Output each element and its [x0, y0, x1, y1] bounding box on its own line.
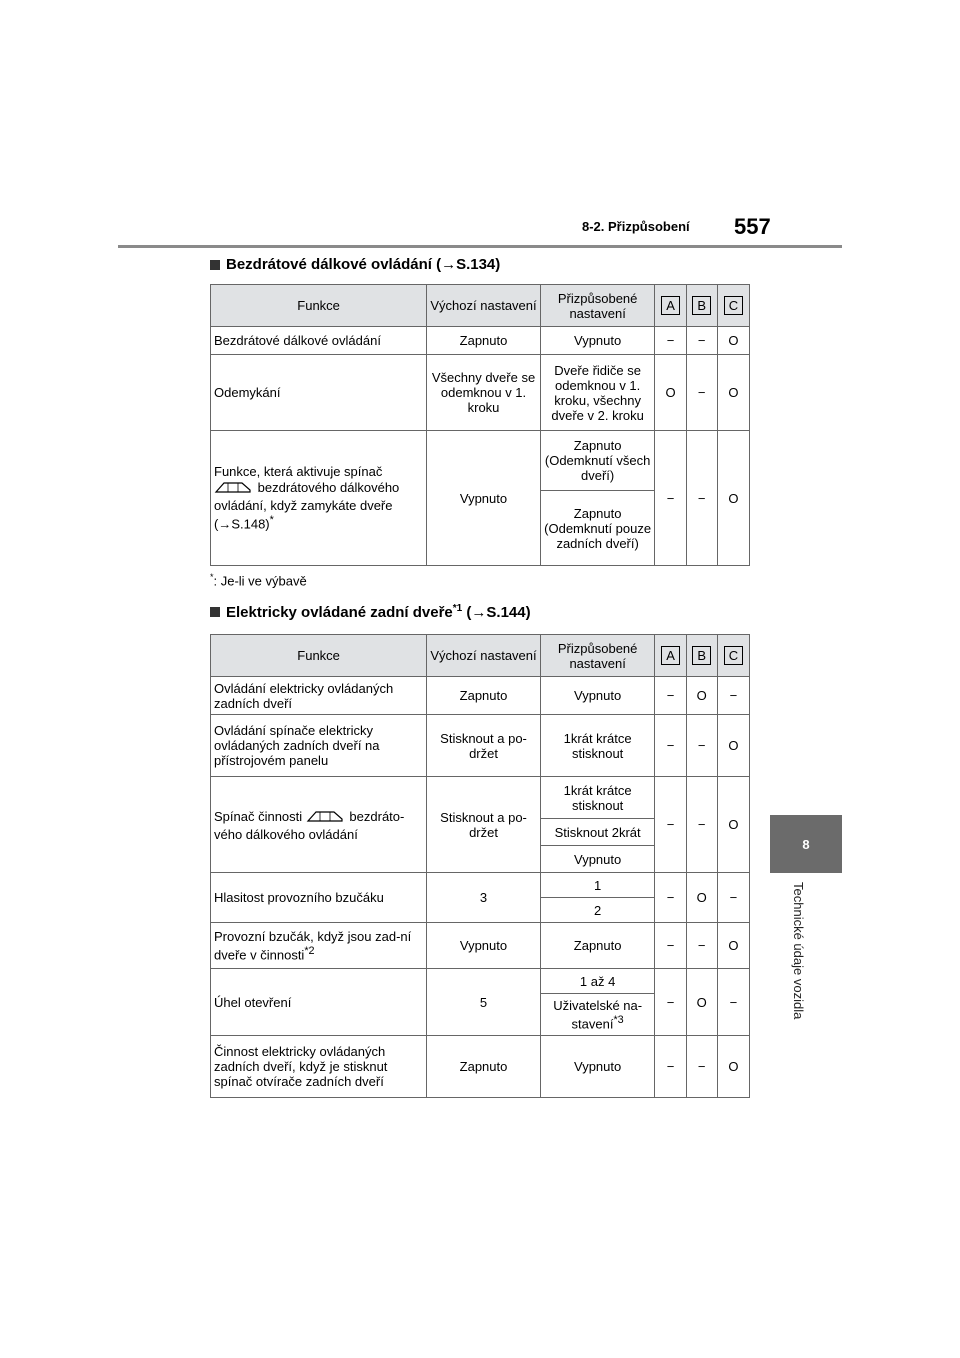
table-header-row	[211, 285, 750, 327]
cell-custom: 1krát krátce stisknout	[540, 715, 655, 777]
cell-a: −	[655, 873, 686, 923]
footnote-mark: *3	[613, 1013, 624, 1026]
cell-c: −	[717, 677, 749, 715]
letter-a-box: A	[661, 296, 680, 315]
cell-custom: Dveře řidiče se odemknou v 1. kroku, všechny dveře v 2. kroku	[540, 355, 655, 431]
cell-default: Stisknout a po-držet	[427, 715, 541, 777]
letter-b-box: B	[692, 646, 711, 665]
cell-c: O	[717, 327, 749, 355]
section1-table	[210, 284, 750, 566]
header-custom: Přizpůsobené nastavení	[540, 635, 655, 677]
cell-c: O	[717, 923, 749, 969]
table-row	[211, 873, 750, 898]
table-row	[211, 923, 750, 969]
cell-function: Úhel otevření	[211, 969, 427, 1036]
cell-a: −	[655, 969, 686, 1036]
header-function: Funkce	[211, 635, 427, 677]
section2-ref: (→S.144)	[466, 604, 531, 621]
table-row	[211, 355, 750, 431]
cell-b: −	[686, 715, 717, 777]
footnote-text: : Je-li ve výbavě	[213, 573, 307, 589]
cell-b: −	[686, 327, 717, 355]
cell-function: Ovládání elektricky ovládaných zadních dveří	[211, 677, 427, 715]
cell-b: −	[686, 1036, 717, 1098]
custom-text: Uživatelské na-stavení	[553, 997, 643, 1032]
cell-function: Činnost elektricky ovládaných zadních dveří, když je stisknut spínač otvírače zadních dveří	[211, 1036, 427, 1098]
section2-heading	[210, 603, 531, 621]
cell-custom: Zapnuto (Odemknutí všech dveří)	[540, 431, 655, 491]
func-text-b: bezdrátového dálkového ovládání, když zamykáte dveře	[214, 480, 400, 514]
header-a	[655, 635, 686, 677]
cell-function: Bezdrátové dálkové ovládání	[211, 327, 427, 355]
cell-a: −	[655, 777, 686, 873]
letter-c-box: C	[724, 646, 743, 665]
cell-default: Stisknout a po-držet	[427, 777, 541, 873]
header-default: Výchozí nastavení	[427, 635, 541, 677]
cell-custom: Stisknout 2krát	[540, 819, 655, 846]
cell-custom: Vypnuto	[540, 677, 655, 715]
black-square-icon	[210, 607, 220, 617]
cell-c: O	[717, 1036, 749, 1098]
cell-a: −	[655, 431, 686, 566]
header-b	[686, 285, 717, 327]
section2-title: Elektricky ovládané zadní dveře	[226, 604, 453, 621]
cell-custom: 1 až 4	[540, 969, 655, 994]
cell-function	[211, 777, 427, 873]
cell-a: −	[655, 1036, 686, 1098]
remote-key-icon	[214, 479, 254, 498]
table-row	[211, 327, 750, 355]
page-number: 557	[734, 214, 771, 239]
footnote-mark: *	[269, 514, 274, 527]
cell-function: Odemykání	[211, 355, 427, 431]
title-mark: *1	[452, 603, 463, 614]
section1-title: Bezdrátové dálkové ovládání (	[226, 256, 442, 273]
section1-heading	[210, 256, 500, 273]
cell-function	[211, 923, 427, 969]
table-row	[211, 969, 750, 994]
func-text: Provozní bzučák, když jsou zad-ní dveře v činnosti	[214, 928, 412, 963]
cell-c: O	[717, 431, 749, 566]
header-a	[655, 285, 686, 327]
footnote-mark: *2	[304, 944, 315, 957]
table-row	[211, 777, 750, 819]
cell-custom: Vypnuto	[540, 327, 655, 355]
table-row	[211, 677, 750, 715]
table-row	[211, 1036, 750, 1098]
cell-default: 3	[427, 873, 541, 923]
section-header: 8-2. Přizpůsobení	[582, 219, 690, 234]
cell-custom: Zapnuto (Odemknutí pouze zadních dveří)	[540, 491, 655, 566]
cell-b: O	[686, 677, 717, 715]
cell-c: −	[717, 969, 749, 1036]
cell-function: Ovládání spínače elektricky ovládaných zadních dveří na přístrojovém panelu	[211, 715, 427, 777]
cell-default: Zapnuto	[427, 327, 541, 355]
chapter-label: Technické údaje vozidla	[791, 882, 806, 1020]
header-b	[686, 635, 717, 677]
cell-default: 5	[427, 969, 541, 1036]
cell-a: −	[655, 923, 686, 969]
func-text-b: bezdráto-vého dálkového ovládání	[214, 808, 405, 842]
remote-key-icon	[306, 808, 346, 827]
cell-custom: Vypnuto	[540, 846, 655, 873]
table-row	[211, 431, 750, 491]
cell-c: O	[717, 777, 749, 873]
cell-custom: 2	[540, 898, 655, 923]
black-square-icon	[210, 260, 220, 270]
cell-c: O	[717, 715, 749, 777]
cell-function: Hlasitost provozního bzučáku	[211, 873, 427, 923]
cell-b: −	[686, 923, 717, 969]
func-text-c: (→S.148)	[214, 516, 270, 532]
header-c	[717, 635, 749, 677]
letter-c-box: C	[724, 296, 743, 315]
cell-b: −	[686, 431, 717, 566]
cell-b: O	[686, 873, 717, 923]
letter-a-box: A	[661, 646, 680, 665]
footnote	[210, 572, 307, 588]
cell-default: Vypnuto	[427, 923, 541, 969]
cell-custom: 1krát krátce stisknout	[540, 777, 655, 819]
section2-table	[210, 634, 750, 1098]
cell-default: Všechny dveře se odemknou v 1. kroku	[427, 355, 541, 431]
section1-ref: →S.134)	[441, 256, 501, 273]
func-text-a: Spínač činnosti	[214, 808, 303, 824]
cell-a: O	[655, 355, 686, 431]
cell-default: Vypnuto	[427, 431, 541, 566]
cell-custom: Vypnuto	[540, 1036, 655, 1098]
func-text-a: Funkce, která aktivuje spínač	[214, 464, 383, 480]
cell-function	[211, 431, 427, 566]
chapter-tab[interactable]: 8	[770, 815, 842, 873]
cell-c: −	[717, 873, 749, 923]
cell-a: −	[655, 677, 686, 715]
cell-custom	[540, 994, 655, 1036]
header-default: Výchozí nastavení	[427, 285, 541, 327]
cell-custom: Zapnuto	[540, 923, 655, 969]
letter-b-box: B	[692, 296, 711, 315]
cell-b: −	[686, 777, 717, 873]
table-header-row	[211, 635, 750, 677]
header-divider	[118, 245, 842, 248]
cell-a: −	[655, 715, 686, 777]
header-c	[717, 285, 749, 327]
cell-a: −	[655, 327, 686, 355]
header-function: Funkce	[211, 285, 427, 327]
cell-c: O	[717, 355, 749, 431]
cell-b: O	[686, 969, 717, 1036]
cell-default: Zapnuto	[427, 677, 541, 715]
cell-b: −	[686, 355, 717, 431]
header-custom: Přizpůsobené nastavení	[540, 285, 655, 327]
table-row	[211, 715, 750, 777]
cell-default: Zapnuto	[427, 1036, 541, 1098]
footnote-mark: *	[210, 572, 214, 582]
cell-custom: 1	[540, 873, 655, 898]
